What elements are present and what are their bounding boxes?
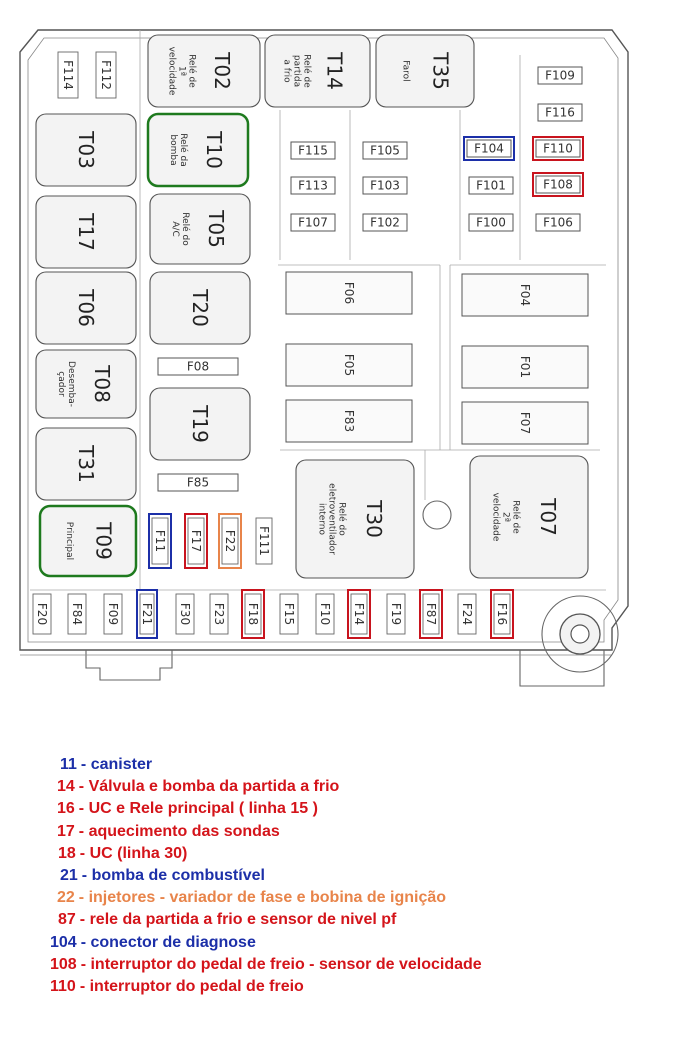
relay-description: Principal — [63, 521, 74, 561]
fuse-label: F101 — [476, 178, 506, 193]
fuse-label: F10 — [318, 602, 332, 626]
relay-description: velocidade — [166, 46, 177, 96]
legend-fuse-number: 104 — [50, 933, 77, 951]
relay-t14 — [265, 35, 370, 107]
fuse-label: F107 — [298, 215, 328, 230]
fuse-label: F15 — [282, 602, 296, 626]
legend-fuse-number: 17 — [57, 822, 75, 840]
legend-separator: - — [79, 844, 90, 862]
relay-description: 1ª — [176, 66, 187, 76]
relay-description: çador — [56, 371, 66, 397]
relay-label: T31 — [74, 445, 98, 483]
legend-description: UC (linha 30) — [89, 844, 188, 862]
legend-separator: - — [80, 756, 91, 773]
relay-description: A/C — [170, 221, 180, 237]
bottom-tab — [86, 650, 172, 680]
legend-fuse-number: 18 — [58, 844, 76, 862]
legend-item — [57, 777, 339, 797]
fuse-label: F100 — [476, 215, 506, 230]
relay-label: T10 — [202, 131, 226, 169]
legend-fuse-number: 16 — [57, 800, 75, 818]
legend-fuse-number: 110 — [50, 978, 76, 995]
legend-description: conector de diagnose — [90, 933, 256, 951]
legend-item — [50, 933, 256, 953]
fuse-label: F01 — [518, 355, 532, 379]
relay-label: T30 — [361, 500, 386, 538]
legend-item — [57, 822, 280, 842]
fuse-label: F07 — [518, 411, 532, 435]
legend-description: UC e Rele principal ( linha 15 ) — [88, 800, 318, 818]
fuse-label: F111 — [257, 526, 271, 556]
legend-item — [57, 888, 446, 908]
fuse-label: F112 — [99, 60, 113, 90]
legend-separator: - — [80, 933, 91, 951]
legend-separator: - — [81, 867, 92, 884]
legend-separator: - — [78, 822, 89, 840]
legend-item — [60, 866, 265, 886]
legend-separator: - — [78, 800, 89, 818]
relay-t07 — [470, 456, 588, 578]
legend-separator: - — [79, 978, 90, 995]
relay-label: T06 — [74, 289, 98, 327]
fuse-label: F85 — [186, 475, 210, 490]
fuse-label: F11 — [153, 529, 167, 553]
legend-fuse-number: 21 — [60, 867, 78, 884]
legend-description: canister — [90, 756, 153, 773]
legend-description: rele da partida a frio e sensor de nivel pf — [89, 911, 397, 929]
relay-label: T09 — [91, 522, 116, 560]
fuse-label: F04 — [518, 283, 532, 307]
relay-description: Relé do — [336, 502, 347, 536]
relay-label: T20 — [188, 289, 212, 327]
relay-description: bomba — [168, 134, 178, 166]
legend-separator: - — [79, 911, 90, 929]
fuse-label: F23 — [212, 602, 226, 626]
relay-label: T08 — [90, 365, 114, 403]
fuse-label: F110 — [543, 141, 573, 156]
legend-separator: - — [80, 955, 91, 973]
legend-item — [58, 844, 187, 864]
fuse-label: F83 — [342, 409, 356, 433]
fuse-label: F104 — [474, 141, 504, 156]
relay-label: T35 — [428, 52, 453, 90]
relay-t05 — [150, 194, 250, 264]
legend-fuse-number: 22 — [57, 889, 75, 907]
legend-fuse-number: 14 — [57, 778, 75, 796]
fuse-label: F09 — [106, 602, 120, 626]
legend-separator: - — [78, 778, 89, 796]
relay-label: T19 — [188, 405, 212, 443]
legend-fuse-number: 108 — [50, 955, 77, 973]
fuse-label: F102 — [370, 215, 400, 230]
relay-description: Relé do — [180, 212, 190, 246]
fuse-label: F08 — [186, 359, 210, 374]
fuse-label: F116 — [545, 105, 575, 120]
relay-description: Relé de — [510, 500, 521, 534]
relay-description: eletroventilador — [326, 483, 337, 555]
relay-t02 — [148, 35, 260, 107]
relay-description: partida — [291, 54, 302, 88]
legend-description: injetores - variador de fase e bobina de ignição — [88, 889, 447, 907]
legend-description: interruptor do pedal de freio — [89, 978, 304, 995]
fuse-label: F24 — [460, 602, 474, 626]
fuse-label: F05 — [342, 353, 356, 377]
fuse-label: F22 — [223, 529, 237, 553]
legend-description: bomba de combustível — [91, 867, 265, 884]
relay-description: a frio — [281, 59, 292, 83]
mount-hole — [423, 501, 451, 529]
fuse-label: F103 — [370, 178, 400, 193]
relay-t35 — [376, 35, 474, 107]
relay-t10 — [148, 114, 248, 186]
fuse-label: F14 — [352, 602, 366, 626]
legend-item — [50, 955, 482, 975]
relay-label: T07 — [535, 498, 560, 536]
fuse-label: F06 — [342, 281, 356, 305]
relay-t08 — [36, 350, 136, 418]
legend-item — [58, 910, 396, 930]
legend-item — [60, 755, 152, 775]
relay-label: T03 — [74, 131, 98, 169]
fuse-legend — [0, 755, 680, 1025]
fuse-label: F17 — [189, 529, 203, 553]
relay-description: interno — [316, 502, 327, 536]
legend-description: aquecimento das sondas — [88, 822, 280, 840]
fuse-label: F108 — [543, 177, 573, 192]
fuse-label: F16 — [495, 602, 509, 626]
relay-description: Relé de — [186, 54, 197, 88]
legend-separator: - — [78, 889, 89, 907]
legend-description: interruptor do pedal de freio - sensor de velocidade — [90, 955, 482, 973]
relay-description: Desemba- — [66, 361, 76, 407]
relay-t09 — [40, 506, 136, 576]
relay-description: Farol — [400, 60, 411, 82]
relay-description: Relé da — [178, 133, 188, 167]
legend-fuse-number: 11 — [60, 756, 77, 773]
fuse-label: F19 — [389, 602, 403, 626]
fuse-label: F20 — [35, 602, 49, 626]
relay-description: 2ª — [500, 512, 511, 522]
relay-label: T02 — [209, 52, 234, 90]
legend-description: Válvula e bomba da partida a frio — [88, 778, 340, 796]
fuse-label: F105 — [370, 143, 400, 158]
fuse-label: F18 — [246, 602, 260, 626]
relay-t30 — [296, 460, 414, 578]
fuse-label: F113 — [298, 178, 328, 193]
relay-label: T05 — [204, 210, 228, 248]
fuse-label: F115 — [298, 143, 328, 158]
relay-description: Relé de — [301, 54, 312, 88]
fuse-label: F30 — [178, 602, 192, 626]
relay-label: T14 — [322, 52, 347, 90]
fuse-label: F87 — [424, 602, 438, 626]
fuse-label: F106 — [543, 215, 573, 230]
legend-item — [57, 799, 318, 819]
legend-item — [50, 977, 304, 997]
fuse-label: F114 — [61, 60, 75, 90]
fuse-label: F21 — [140, 602, 154, 626]
fuse-label: F84 — [70, 602, 84, 626]
relay-description: velocidade — [490, 492, 501, 542]
legend-fuse-number: 87 — [58, 911, 76, 929]
terminal-post-bolt — [571, 625, 589, 643]
relay-label: T17 — [74, 213, 98, 251]
fuse-label: F109 — [545, 68, 575, 83]
